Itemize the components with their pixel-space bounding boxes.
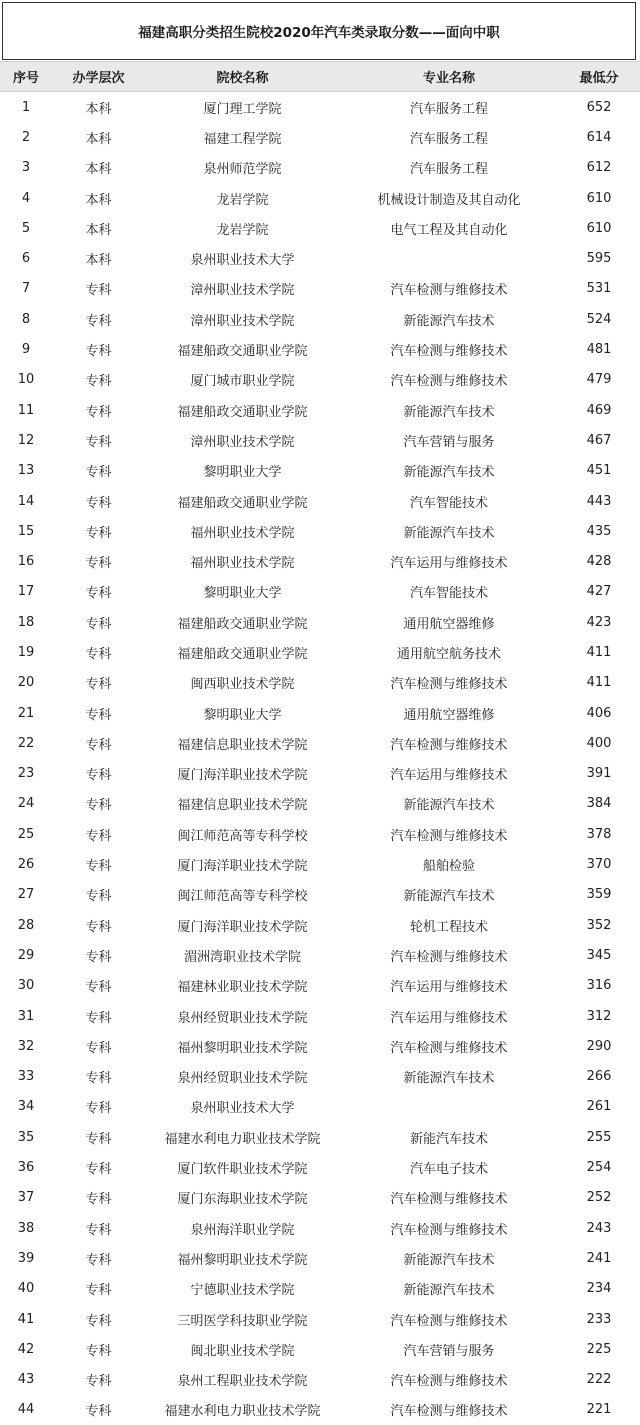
table-row: [0, 456, 640, 486]
cell-level: 本科: [85, 131, 112, 147]
cell-school: 福州黎明职业技术学院: [177, 1252, 308, 1268]
cell-index: 17: [17, 584, 35, 600]
cell-score: 652: [586, 99, 612, 115]
table-row: [0, 940, 640, 970]
cell-score: 221: [586, 1402, 612, 1418]
cell-major: 机械设计制造及其自动化: [377, 192, 521, 208]
cell-level: 本科: [85, 162, 112, 178]
cell-level: 专科: [85, 1101, 112, 1117]
table-row: [0, 759, 640, 789]
cell-level: 专科: [85, 1222, 112, 1238]
table-row: [0, 516, 640, 546]
cell-school: 福州职业技术学院: [190, 525, 295, 541]
cell-score: 427: [586, 584, 612, 600]
table-row: [0, 1304, 640, 1334]
cell-score: 467: [586, 432, 612, 448]
cell-major: 汽车检测与维修技术: [390, 677, 508, 693]
cell-level: 专科: [85, 919, 112, 935]
cell-school: 闽江师范高等专科学校: [177, 828, 308, 844]
cell-school: 厦门海洋职业技术学院: [177, 768, 308, 784]
cell-level: 专科: [85, 1192, 112, 1208]
table-row: [0, 1031, 640, 1061]
cell-major: 汽车服务工程: [409, 101, 488, 117]
table-row: [0, 1092, 640, 1122]
cell-index: 13: [17, 463, 35, 479]
cell-school: 闽北职业技术学院: [190, 1343, 295, 1359]
cell-score: 359: [586, 887, 612, 903]
cell-major: 新能源汽车技术: [403, 404, 495, 420]
cell-major: 汽车运用与维修技术: [390, 1010, 508, 1026]
cell-score: 595: [586, 251, 612, 267]
cell-school: 厦门东海职业技术学院: [177, 1192, 308, 1208]
cell-score: 451: [586, 463, 612, 479]
cell-score: 255: [586, 1129, 612, 1145]
cell-level: 专科: [85, 1252, 112, 1268]
table-row: [0, 789, 640, 819]
table-title: 福建高职分类招生院校2020年汽车类录取分数——面向中职: [2, 2, 636, 60]
cell-level: 本科: [85, 101, 112, 117]
cell-major: 船舶检验: [422, 859, 475, 875]
cell-major: 通用航空航务技术: [396, 646, 501, 662]
cell-major: 新能汽车技术: [409, 1131, 488, 1147]
cell-major: 电气工程及其自动化: [390, 222, 508, 238]
cell-level: 专科: [85, 434, 112, 450]
cell-school: 福建船政交通职业学院: [177, 495, 308, 511]
table-row: [0, 1364, 640, 1394]
cell-school: 福建工程学院: [203, 131, 282, 147]
cell-major: [340, 243, 558, 273]
cell-score: 312: [586, 1008, 612, 1024]
cell-level: 专科: [85, 1071, 112, 1087]
cell-score: 316: [586, 978, 612, 994]
cell-school: 福建船政交通职业学院: [177, 404, 308, 420]
cell-score: 222: [586, 1372, 612, 1388]
table-row: [0, 1183, 640, 1213]
table-row: [0, 1334, 640, 1364]
cell-score: 524: [586, 311, 612, 327]
table-row: [0, 971, 640, 1001]
cell-level: 专科: [85, 828, 112, 844]
cell-level: 专科: [85, 313, 112, 329]
cell-level: 专科: [85, 1010, 112, 1026]
cell-index: 39: [17, 1250, 35, 1266]
table-row: [0, 1152, 640, 1182]
cell-score: 254: [586, 1160, 612, 1176]
cell-index: 6: [21, 251, 31, 267]
cell-major: 汽车检测与维修技术: [390, 828, 508, 844]
cell-score: 428: [586, 554, 612, 570]
cell-major: 汽车服务工程: [409, 131, 488, 147]
cell-school: 福建林业职业技术学院: [177, 980, 308, 996]
table-row: [0, 243, 640, 273]
cell-index: 35: [17, 1129, 35, 1145]
cell-score: 435: [586, 523, 612, 539]
cell-index: 10: [17, 372, 35, 388]
table-row: [0, 849, 640, 879]
cell-school: 漳州职业技术学院: [190, 434, 295, 450]
cell-index: 18: [17, 614, 35, 630]
cell-score: 443: [586, 493, 612, 509]
cell-index: 42: [17, 1341, 35, 1357]
cell-school: 福建信息职业技术学院: [177, 798, 308, 814]
cell-index: 22: [17, 735, 35, 751]
cell-index: 25: [17, 826, 35, 842]
cell-major: 新能源汽车技术: [403, 313, 495, 329]
cell-index: 12: [17, 432, 35, 448]
cell-score: 352: [586, 917, 612, 933]
table-row: [0, 546, 640, 576]
cell-school: 厦门海洋职业技术学院: [177, 919, 308, 935]
cell-index: 27: [17, 887, 35, 903]
cell-major: 汽车运用与维修技术: [390, 768, 508, 784]
cell-level: 专科: [85, 889, 112, 905]
cell-index: 29: [17, 947, 35, 963]
cell-level: 本科: [85, 222, 112, 238]
cell-level: 专科: [85, 1131, 112, 1147]
table-row: [0, 1213, 640, 1243]
table-row: [0, 607, 640, 637]
cell-school: 泉州工程职业技术学院: [177, 1374, 308, 1390]
table-body: [0, 92, 640, 1425]
cell-major: 新能源汽车技术: [403, 1071, 495, 1087]
cell-level: 专科: [85, 465, 112, 481]
cell-level: 专科: [85, 1343, 112, 1359]
cell-major: 汽车检测与维修技术: [390, 283, 508, 299]
cell-school: 福建船政交通职业学院: [177, 344, 308, 360]
cell-level: 专科: [85, 707, 112, 723]
cell-level: 专科: [85, 374, 112, 390]
cell-score: 241: [586, 1250, 612, 1266]
header-major: 专业名称: [422, 71, 475, 86]
cell-index: 9: [21, 342, 31, 358]
table-row: [0, 698, 640, 728]
cell-score: 400: [586, 735, 612, 751]
cell-index: 15: [17, 523, 35, 539]
cell-score: 225: [586, 1341, 612, 1357]
table-row: [0, 153, 640, 183]
cell-school: 泉州经贸职业技术学院: [177, 1010, 308, 1026]
cell-school: 漳州职业技术学院: [190, 313, 295, 329]
cell-score: 290: [586, 1038, 612, 1054]
cell-school: 福建水利电力职业技术学院: [164, 1131, 321, 1147]
table-row: [0, 1001, 640, 1031]
cell-school: 福州黎明职业技术学院: [177, 1040, 308, 1056]
cell-major: 汽车检测与维修技术: [390, 374, 508, 390]
cell-major: 汽车智能技术: [409, 495, 488, 511]
cell-index: 37: [17, 1190, 35, 1206]
cell-school: 厦门城市职业学院: [190, 374, 295, 390]
header-school: 院校名称: [216, 71, 269, 86]
cell-level: 专科: [85, 1040, 112, 1056]
cell-index: 5: [21, 220, 31, 236]
cell-index: 8: [21, 311, 31, 327]
table-row: [0, 183, 640, 213]
cell-level: 专科: [85, 283, 112, 299]
table-row: [0, 1062, 640, 1092]
cell-school: 泉州职业技术大学: [190, 253, 295, 269]
cell-score: 406: [586, 705, 612, 721]
cell-school: 福建船政交通职业学院: [177, 646, 308, 662]
table-row: [0, 577, 640, 607]
cell-school: 泉州职业技术大学: [190, 1101, 295, 1117]
cell-school: 宁德职业技术学院: [190, 1283, 295, 1299]
cell-level: 本科: [85, 253, 112, 269]
cell-major: 汽车检测与维修技术: [390, 1222, 508, 1238]
cell-score: 411: [586, 644, 612, 660]
cell-major: 汽车营销与服务: [403, 434, 495, 450]
cell-level: 专科: [85, 495, 112, 511]
cell-level: 专科: [85, 1283, 112, 1299]
cell-index: 43: [17, 1372, 35, 1388]
cell-major: 新能源汽车技术: [403, 525, 495, 541]
cell-school: 闽西职业技术学院: [190, 677, 295, 693]
cell-index: 19: [17, 644, 35, 660]
cell-major: 通用航空器维修: [403, 707, 495, 723]
cell-school: 厦门理工学院: [203, 101, 282, 117]
cell-index: 14: [17, 493, 35, 509]
cell-major: 汽车检测与维修技术: [390, 344, 508, 360]
cell-index: 32: [17, 1038, 35, 1054]
cell-score: 234: [586, 1281, 612, 1297]
cell-index: 24: [17, 796, 35, 812]
cell-school: 漳州职业技术学院: [190, 283, 295, 299]
cell-index: 21: [17, 705, 35, 721]
cell-score: 261: [586, 1099, 612, 1115]
cell-level: 专科: [85, 768, 112, 784]
cell-level: 专科: [85, 1162, 112, 1178]
cell-level: 专科: [85, 616, 112, 632]
cell-level: 专科: [85, 949, 112, 965]
table-row: [0, 1274, 640, 1304]
cell-major: 汽车服务工程: [409, 162, 488, 178]
cell-score: 233: [586, 1311, 612, 1327]
header-level: 办学层次: [72, 71, 125, 86]
cell-major: 汽车检测与维修技术: [390, 737, 508, 753]
cell-score: 479: [586, 372, 612, 388]
cell-level: 专科: [85, 404, 112, 420]
cell-index: 26: [17, 857, 35, 873]
cell-score: 243: [586, 1220, 612, 1236]
cell-school: 龙岩学院: [216, 222, 269, 238]
cell-level: 专科: [85, 586, 112, 602]
cell-index: 2: [21, 129, 31, 145]
cell-major: 汽车检测与维修技术: [390, 1192, 508, 1208]
cell-major: 汽车运用与维修技术: [390, 980, 508, 996]
table-row: [0, 334, 640, 364]
cell-level: 专科: [85, 737, 112, 753]
cell-index: 30: [17, 978, 35, 994]
cell-score: 384: [586, 796, 612, 812]
table-row: [0, 880, 640, 910]
cell-index: 1: [21, 99, 31, 115]
cell-index: 3: [21, 160, 31, 176]
cell-school: 黎明职业大学: [203, 465, 282, 481]
cell-school: 黎明职业大学: [203, 707, 282, 723]
table-row: [0, 910, 640, 940]
cell-index: 40: [17, 1281, 35, 1297]
cell-major: 汽车检测与维修技术: [390, 1404, 508, 1420]
table-row: [0, 274, 640, 304]
cell-level: 专科: [85, 798, 112, 814]
cell-major: 汽车营销与服务: [403, 1343, 495, 1359]
cell-level: 专科: [85, 1374, 112, 1390]
cell-score: 614: [586, 129, 612, 145]
cell-score: 610: [586, 190, 612, 206]
cell-level: 专科: [85, 859, 112, 875]
table-row: [0, 486, 640, 516]
cell-major: 汽车检测与维修技术: [390, 1313, 508, 1329]
cell-score: 370: [586, 857, 612, 873]
cell-score: 423: [586, 614, 612, 630]
cell-score: 345: [586, 947, 612, 963]
cell-index: 23: [17, 766, 35, 782]
table-row: [0, 365, 640, 395]
cell-score: 266: [586, 1069, 612, 1085]
cell-school: 福建信息职业技术学院: [177, 737, 308, 753]
table-row: [0, 819, 640, 849]
cell-index: 7: [21, 281, 31, 297]
cell-index: 4: [21, 190, 31, 206]
table-row: [0, 92, 640, 122]
cell-index: 28: [17, 917, 35, 933]
cell-index: 20: [17, 675, 35, 691]
cell-school: 厦门软件职业技术学院: [177, 1162, 308, 1178]
table-row: [0, 122, 640, 152]
cell-school: 厦门海洋职业技术学院: [177, 859, 308, 875]
cell-school: 三明医学科技职业学院: [177, 1313, 308, 1329]
cell-level: 专科: [85, 980, 112, 996]
cell-school: 福州职业技术学院: [190, 556, 295, 572]
cell-index: 36: [17, 1160, 35, 1176]
cell-level: 专科: [85, 556, 112, 572]
cell-level: 专科: [85, 525, 112, 541]
table-row: [0, 304, 640, 334]
cell-major: 新能源汽车技术: [403, 465, 495, 481]
cell-major: 通用航空器维修: [403, 616, 495, 632]
cell-score: 612: [586, 160, 612, 176]
cell-major: 轮机工程技术: [409, 919, 488, 935]
cell-school: 湄洲湾职业技术学院: [183, 949, 301, 965]
cell-school: 闽江师范高等专科学校: [177, 889, 308, 905]
cell-level: 本科: [85, 192, 112, 208]
cell-major: 汽车电子技术: [409, 1162, 488, 1178]
cell-index: 11: [17, 402, 35, 418]
cell-major: 汽车检测与维修技术: [390, 1040, 508, 1056]
cell-score: 531: [586, 281, 612, 297]
cell-score: 252: [586, 1190, 612, 1206]
table-row: [0, 728, 640, 758]
table-row: [0, 395, 640, 425]
cell-major: 汽车运用与维修技术: [390, 556, 508, 572]
cell-school: 黎明职业大学: [203, 586, 282, 602]
cell-score: 481: [586, 342, 612, 358]
cell-index: 16: [17, 554, 35, 570]
cell-score: 391: [586, 766, 612, 782]
cell-index: 41: [17, 1311, 35, 1327]
cell-school: 泉州海洋职业学院: [190, 1222, 295, 1238]
cell-score: 378: [586, 826, 612, 842]
cell-school: 福建船政交通职业学院: [177, 616, 308, 632]
cell-index: 33: [17, 1069, 35, 1085]
cell-index: 31: [17, 1008, 35, 1024]
cell-index: 44: [17, 1402, 35, 1418]
cell-major: 汽车检测与维修技术: [390, 1374, 508, 1390]
cell-school: 泉州师范学院: [203, 162, 282, 178]
cell-major: [340, 1092, 558, 1122]
cell-major: 新能源汽车技术: [403, 798, 495, 814]
cell-major: 汽车智能技术: [409, 586, 488, 602]
cell-level: 专科: [85, 1404, 112, 1420]
cell-school: 泉州经贸职业技术学院: [177, 1071, 308, 1087]
cell-index: 34: [17, 1099, 35, 1115]
cell-level: 专科: [85, 344, 112, 360]
cell-major: 新能源汽车技术: [403, 889, 495, 905]
cell-level: 专科: [85, 646, 112, 662]
header-index: 序号: [12, 71, 39, 86]
header-score: 最低分: [579, 71, 619, 86]
table-header: [0, 61, 640, 92]
table-row: [0, 1122, 640, 1152]
table-row: [0, 637, 640, 667]
cell-level: 专科: [85, 677, 112, 693]
cell-score: 469: [586, 402, 612, 418]
cell-score: 610: [586, 220, 612, 236]
cell-major: 汽车检测与维修技术: [390, 949, 508, 965]
cell-school: 福建水利电力职业技术学院: [164, 1404, 321, 1420]
table-row: [0, 1243, 640, 1273]
cell-major: 新能源汽车技术: [403, 1252, 495, 1268]
cell-level: 专科: [85, 1313, 112, 1329]
cell-major: 新能源汽车技术: [403, 1283, 495, 1299]
table-row: [0, 1395, 640, 1425]
cell-school: 龙岩学院: [216, 192, 269, 208]
cell-index: 38: [17, 1220, 35, 1236]
table-row: [0, 425, 640, 455]
table-row: [0, 213, 640, 243]
table-row: [0, 668, 640, 698]
cell-score: 411: [586, 675, 612, 691]
